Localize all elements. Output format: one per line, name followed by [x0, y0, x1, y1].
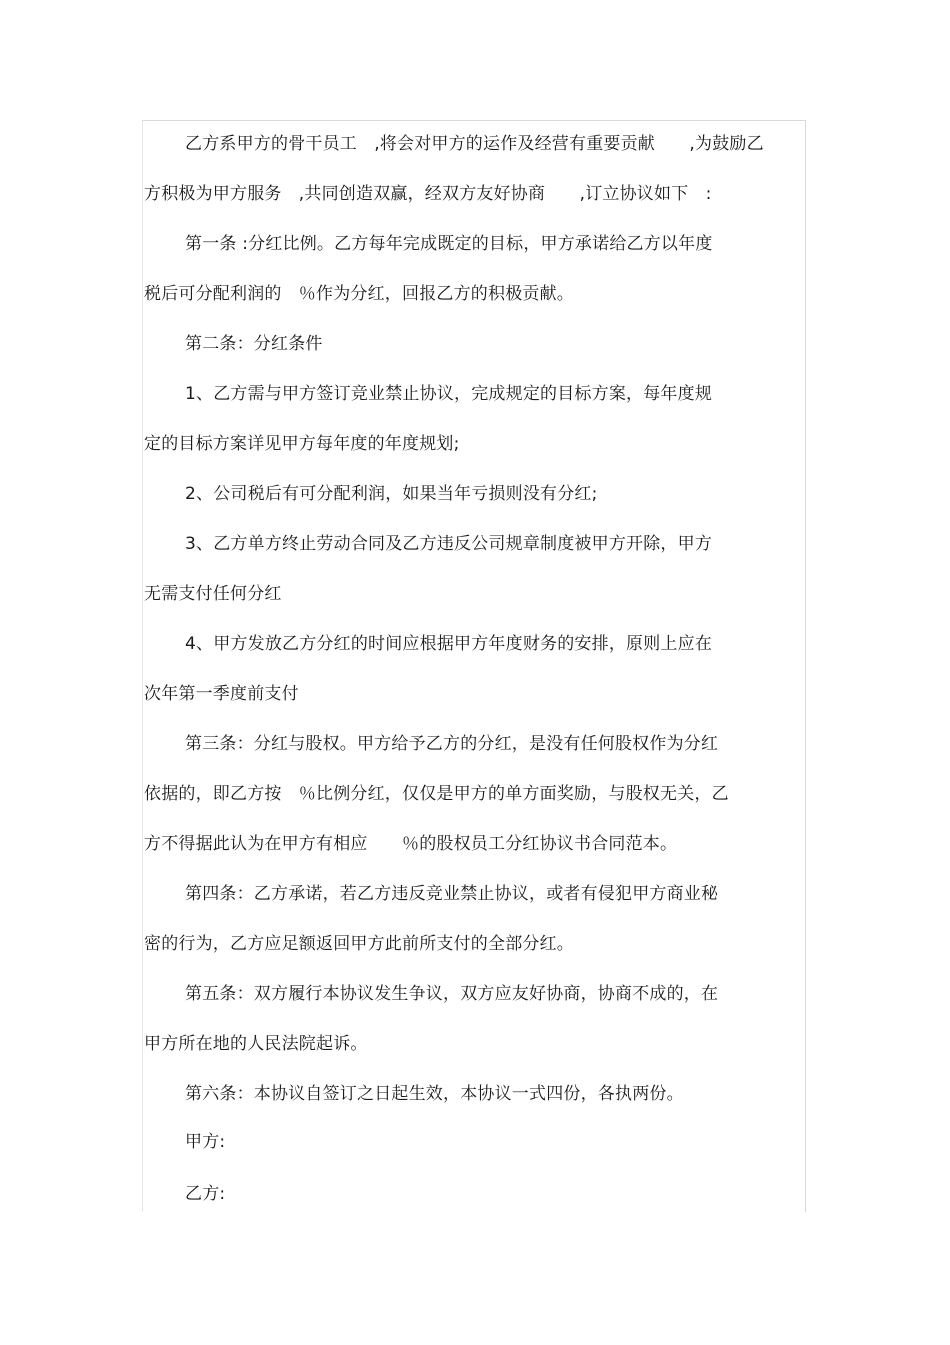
article-5-line-2: 甲方所在地的人民法院起诉。 [144, 1034, 368, 1054]
article-1-line-2: 税后可分配利润的 ％作为分红，回报乙方的积极贡献。 [144, 284, 574, 304]
party-a-signature-label: 甲方: [185, 1132, 226, 1152]
paragraph-intro-line-1: 乙方系甲方的骨干员工 ,将会对甲方的运作及经营有重要贡献 ,为鼓励乙 [185, 134, 764, 154]
condition-3-line-1: 3、乙方单方终止劳动合同及乙方违反公司规章制度被甲方开除，甲方 [185, 534, 713, 554]
article-3-line-1: 第三条：分红与股权。甲方给予乙方的分红，是没有任何股权作为分红 [185, 734, 719, 754]
condition-2: 2、公司税后有可分配利润，如果当年亏损则没有分红; [185, 484, 598, 504]
article-4-line-2: 密的行为，乙方应足额返回甲方此前所支付的全部分红。 [144, 934, 574, 954]
party-b-signature-label: 乙方: [185, 1184, 226, 1204]
article-3-line-3: 方不得据此认为在甲方有相应 ％的股权员工分红协议书合同范本。 [144, 834, 678, 854]
condition-1-line-2: 定的目标方案详见甲方每年度的年度规划; [144, 434, 460, 454]
condition-4-line-2: 次年第一季度前支付 [144, 684, 299, 704]
condition-1-line-1: 1、乙方需与甲方签订竞业禁止协议，完成规定的目标方案，每年度规 [185, 384, 713, 404]
condition-4-line-1: 4、甲方发放乙方分红的时间应根据甲方年度财务的安排，原则上应在 [185, 634, 713, 654]
article-3-line-2: 依据的，即乙方按 ％比例分红，仅仅是甲方的单方面奖励，与股权无关，乙 [144, 784, 729, 804]
article-1-line-1: 第一条 :分红比例。乙方每年完成既定的目标，甲方承诺给乙方以年度 [185, 234, 713, 254]
condition-3-line-2: 无需支付任何分红 [144, 584, 282, 604]
article-2-heading: 第二条：分红条件 [185, 334, 323, 354]
article-6: 第六条：本协议自签订之日起生效，本协议一式四份，各执两份。 [185, 1084, 684, 1104]
article-5-line-1: 第五条：双方履行本协议发生争议，双方应友好协商，协商不成的，在 [185, 984, 719, 1004]
paragraph-intro-line-2: 方积极为甲方服务 ,共同创造双赢，经双方友好协商 ,订立协议如下 : [144, 184, 712, 204]
article-4-line-1: 第四条：乙方承诺，若乙方违反竞业禁止协议，或者有侵犯甲方商业秘 [185, 884, 719, 904]
